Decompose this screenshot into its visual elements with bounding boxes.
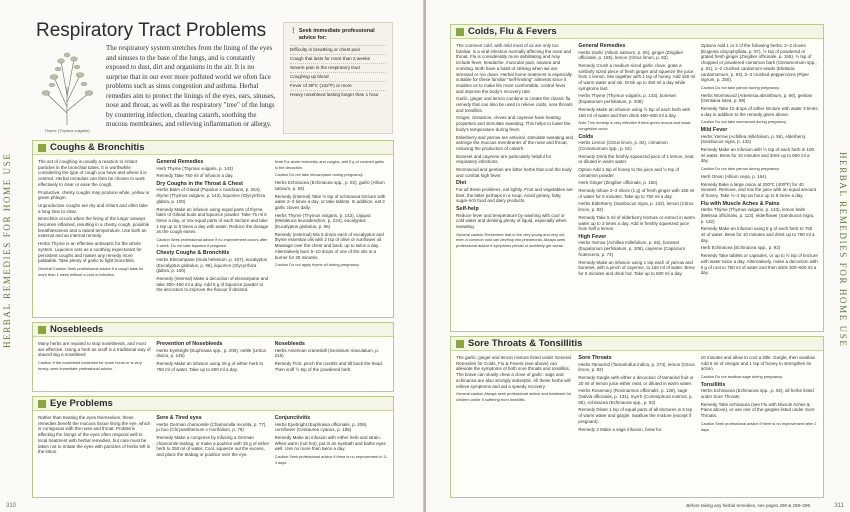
subheading: Sore Throats: [578, 355, 612, 361]
paragraph: Productive, chesty coughs may produce white, yellow or green phlegm.: [38, 189, 150, 201]
paragraph: Remedy (internal) Take ½ tsp of echinacea tincture with water 2–3 times a day, or take tablets. In addition, eat 2 garlic cloves daily.: [274, 193, 386, 210]
page-footer: Before taking any herbal remedies, see pages 290 & 298–299: [686, 503, 810, 508]
subheading: Colds: [578, 133, 594, 140]
paragraph: Remedy Bake a large onion at 200ºC (400ºF) for 40 minutes. Remove, and mix the juice with an equal amount of honey. Take ½–2 tsp an hour up to 8 times a day.: [700, 181, 816, 198]
running-head-right: HERBAL REMEDIES FOR HOME USE: [838, 152, 848, 348]
paragraph: Herbs Thyme (Thymus vulgaris, p. 143), boneset (Eupatorium perfoliatum, p. 208): [578, 93, 676, 105]
page-title: Respiratory Tract Problems: [36, 20, 267, 41]
paragraph: Bronchitis occurs when the lining of the lungs' airways becomes inflamed, resulting in a chesty cough, possible breathlessness and a raised temperature. Use both an external and an internal remedy.: [38, 216, 150, 239]
section-title: Eye Problems: [50, 398, 113, 409]
subheading: General Remedies: [156, 159, 204, 165]
caution-note: Caution If the nosebleed continues for some hours or is very heavy, seek immediate professional advice.: [38, 360, 142, 371]
seek-item: Difficulty in breathing or chest pain: [290, 45, 386, 54]
paragraph: Herb Onion (Allium cepa, p. 164): [700, 173, 767, 179]
caution-note: Caution Do not take elecampane during pregnancy.: [274, 172, 364, 178]
paragraph: Option Add 1 tsp of honey to the juice and ½ tsp of cinnamon powder.: [578, 166, 680, 178]
subheading: Prevention of Nosebleeds: [156, 341, 223, 347]
caution-note: Caution Seek professional advice if no improvement occurs after 1 week. Do not take liquorice if pregnant.: [156, 237, 268, 248]
caution-note: Caution Seek professional advice if there is no improvement in 3–4 days.: [274, 454, 388, 465]
caution-note: Caution Seek professional advice if there is no improvement after 2 days.: [700, 420, 817, 432]
section-marker-icon: [38, 400, 46, 408]
page-number-left: 310: [6, 503, 17, 509]
caution-note: General caution Always seek professional advice and treatment for children under 5 suffering from tonsillitis.: [456, 391, 572, 402]
paragraph: Herbs Eyebright (Euphrasia spp., p. 209), nettle (Urtica dioica, p. 146): [156, 347, 266, 359]
alert-icon: ❗: [290, 28, 297, 34]
sore-col-2: [578, 355, 695, 434]
paragraph: Remedy Make a compress by infusing a German chamomile teabag, or make a poultice with 15 g of either herb to 250 ml of water. Cool, squeeze out the excess, and place the teabag or poultice over the eye.: [156, 434, 270, 458]
eye-col-2: [156, 415, 269, 467]
paragraph: Herbs German chamomile (Chamomilla recutita, p. 77), ju huo (Chrysanthemum x morifolium, p. 78): [156, 421, 267, 433]
paragraph: Reduce fever and temperature by washing with cool or cold water and drinking plenty of liquid, especially when sweating.: [456, 212, 567, 229]
section-marker-icon: [456, 340, 464, 348]
colds-flu-section: [450, 24, 824, 332]
paragraph: Ginger, cinnamon, cloves and cayenne have heating properties and stimulate sweating. This helps to lower the body's temperature during fever.: [456, 115, 571, 132]
seek-advice-box: [283, 22, 393, 134]
paragraph: Rather than treating the eyes themselves, these remedies benefit the mucous tissue lining the eye, which is contiguous with the nose and throat. Problems affecting the linings of the eyes often respond well to local treatment with herbal remedies, but care must be taken not to irritate the eyes with particles of herbs left in the lotion.: [38, 415, 151, 455]
paragraph: Herb Ginger (Zingiber officinale, p. 155): [578, 180, 658, 186]
paragraph: Remedy Take 750 ml of infusion a day.: [156, 173, 234, 179]
paragraph: Herbs Eyebright (Euphrasia officinalis, p. 209), cornflower (Centaurea cyanus, p. 185): [274, 421, 368, 433]
running-head-left: HERBAL REMEDIES FOR HOME USE: [2, 152, 12, 348]
caution-note: Caution Do not take yarrow during pregnancy.: [700, 166, 780, 172]
colds-col-3: [701, 43, 818, 279]
sore-col-1: [456, 355, 573, 434]
caution-note: Caution Do not take yarrow during pregnancy.: [700, 84, 780, 90]
paragraph: Herbs Thyme (Thymus vulgaris, p. 143), cajuput (Melaleuca leucadendron, p. 234), eucalyptus (Eucalyptus globulus, p. 96): [274, 212, 371, 230]
coughs-col-2: [156, 159, 269, 295]
eye-problems-section: [32, 396, 394, 498]
paragraph: Remedy Make an infusion using 25 g of either herb to 750 ml of water. Take up to 600 ml a day.: [156, 360, 264, 372]
note: Note For acute bronchitis and coughs, add 5 g of crushed garlic to the decoction.: [274, 159, 385, 170]
paragraph: Boneset and cayenne are particularly helpful for respiratory infections.: [456, 153, 552, 165]
sore-throats-section: [450, 336, 824, 498]
paragraph: Herb Echinacea (Echinacea spp., p. 92): [700, 245, 781, 251]
paragraph: Remedy Make an infusion using 1 tsp each of yarrow and boneset, with a pinch of cayenne, to 150 ml of water. Brew for 5 minutes and drink hot. Take up to 600 ml a day.: [578, 259, 695, 276]
paragraph: The common cold, with mild most of us are only too familiar, is a viral infection normally affecting the nose and throat. Flu is considerably more debilitating and may include fever, headache, muscular pain, nausea and vomiting. Both have a habit of striking when we are stressed or run down. Herbal home treatment is especially suitable for these familiar "self-limiting" ailments since it enables us to make life more comfortable, control fever and improve the body's recovery rate.: [456, 43, 573, 94]
paragraph: Herbs Garlic (Allium sativum, p. 59), ginger (Zingiber officinale, p. 155), lemon (Citrus limon, p. 82): [578, 49, 684, 61]
nosebleeds-col-2: [156, 341, 269, 374]
subheading: Conjunctivitis: [274, 415, 311, 421]
paragraph: Garlic, ginger and lemon combine to create the classic flu remedy that can also be used to relieve colds, sore throats and tonsillitis.: [456, 96, 573, 113]
paragraph: Remedy Take echinacea (see Flu with Muscle Aches & Pains above), or use one of the gargles listed under Sore Throats.: [700, 401, 815, 419]
subheading: Dry Coughs in the Throat & Chest: [156, 180, 243, 187]
caution-note: Caution Do not swallow sage during pregnancy.: [700, 374, 783, 380]
paragraph: Options Add 1 or 2 of the following herbs: 2–3 cloves (Eugenia caryophyllata, p. 97), ½ tsp of powdered or grated fresh ginger (Zingiber officinale, p. 155), ½ tsp of chopped or powdered cinnamon bark (Cinnamomum spp., p. 81), 1–2 crushed cardamom seeds (Elettaria cardamomum, p. 93), 2–3 crushed peppercorns (Piper nigrum, p. 250).: [700, 43, 817, 83]
paragraph: Remedy Gargle with either a decoction of tamarind fruit or 20 ml of lemon juice either neat, or diluted in warm water.: [578, 374, 694, 386]
paragraph: The act of coughing is usually a reaction to irritant particles in the bronchial tubes. It is worthwhile considering the type of cough you have and where it is centred. Herbal remedies can then be chosen to work effectively to clear or ease the cough.: [38, 159, 147, 187]
paragraph: Unproductive coughs are dry and irritant and often take a long time to clear.: [38, 202, 148, 214]
paragraph: Herbs Balm of Gilead (Populus x candicans, p. 254), thyme (Thymus vulgaris, p. 143), liquorice (Glycyrrhiza glabra, p. 100): [156, 187, 266, 204]
coughs-bronchitis-section: [32, 140, 394, 318]
colds-col-1: [456, 43, 573, 279]
paragraph: Remedy Make an infusion using 5 g of each herb to 750 ml of water. Brew for 10 minutes and drink up to 750 ml a day.: [700, 226, 815, 243]
paragraph: Herbs Yarrow (Achillea millefolium, p. 56), boneset (Eupatorium perfoliatum, p. 208), cayenne (Capsicum frutescens, p. 74): [578, 240, 686, 257]
section-marker-icon: [456, 28, 464, 36]
paragraph: Elderberry and yarrow are antiviral, stimulate sweating and astringe the mucous membranes of the nose and throat, reducing the production of catarrh.: [456, 134, 574, 151]
paragraph: Herbs American cranesbill (Geranium maculatum, p. 216): [274, 347, 379, 359]
paragraph: Herbs Thyme (Thymus vulgaris, p. 143), lemon balm (Melissa officinalis, p. 113), elderflower (Sambucus nigra, p. 132): [700, 207, 815, 224]
right-page: [426, 0, 850, 512]
seek-advice-title: Seek immediate professional advice for:: [298, 28, 375, 41]
paragraph: Herbs Elderberry (Sambucus nigra, p. 132), lemon (Citrus limon, p. 82): [578, 201, 694, 213]
subheading: Chesty Coughs & Bronchitis: [156, 250, 230, 257]
caution-note: Caution Do not apply thyme oil during pregnancy.: [274, 262, 360, 268]
subheading: Flu with Muscle Aches & Pains: [700, 200, 780, 207]
paragraph: Remedy Take 10 drops of either tincture with water 3 times a day in addition to the remedy given above.: [700, 106, 818, 117]
seek-item: Coughing up blood: [290, 72, 386, 81]
thyme-illustration: [34, 47, 100, 127]
paragraph: Herbs Wormwood (Artemisia absinthium, p. 66), gentian (Gentiana lutea, p. 99): [700, 92, 813, 104]
coughs-col-3: [275, 159, 388, 295]
sore-col-3: [701, 355, 818, 434]
paragraph: The garlic, ginger and lemon mixture listed under General Remedies for Colds, Flu & Fevers (see above) can alleviate the symptoms of both sore throats and tonsillitis. The brave can slowly chew a clove of garlic: sage and echinacea are also strongly antiseptic. All these herbs will relieve symptoms and aid a speedy recovery.: [456, 355, 571, 389]
paragraph: Remedy Infuse 2–3 slices (1 g) of fresh ginger with 150 ml of water for 5 minutes. Take up to 750 ml a day.: [578, 188, 695, 199]
thyme-caption: Thyme (Thymus vulgaris): [44, 128, 90, 133]
paragraph: Herbs Tamarind (Tamarindus indica, p. 274), lemon (Citrus limon, p. 82): [578, 361, 695, 373]
paragraph: Remedy First, pinch the nostrils and tilt back the head. Then sniff ½ tsp of the powdered herb.: [274, 360, 383, 372]
subheading: High Fever: [578, 233, 607, 240]
section-title: Coughs & Bronchitis: [50, 142, 145, 153]
eye-col-1: [38, 415, 151, 467]
subheading: General Remedies: [578, 43, 626, 49]
caution-note: General caution Remember that in the very young and very old, even a common cold can develop into pneumonia. Always seek professional advice if symptoms persist or suddenly get worse.: [456, 231, 566, 249]
section-title: Nosebleeds: [50, 324, 104, 335]
caution-note: General Caution Seek professional advice if a cough lasts for more than 1 week without a cold or infection.: [38, 265, 144, 277]
paragraph: Herbs Thyme is an effective antiseptic for the whole system. Liquorice acts as a soothing expectorant for persistent coughs and makes any remedy more palatable. Take plenty of garlic to fight bronchitis.: [38, 241, 142, 264]
paragraph: 10 minutes and allow to cool a little. Gargle, then swallow. Add 5 ml of vinegar and 1 tsp of honey to strengthen its action.: [700, 355, 816, 372]
section-title: Colds, Flu & Fevers: [468, 26, 557, 37]
nosebleeds-section: [32, 322, 394, 392]
seek-item: Cough that lasts for more than 2 weeks: [290, 54, 386, 63]
seek-item: Severe pain in the respiratory tract: [290, 63, 386, 72]
paragraph: Remedy Take 5 ml of elderberry tincture or extract in warm water up to 3 times a day. Add in freshly squeezed juice from half a lemon.: [578, 214, 696, 232]
paragraph: Herbs Elecampane (Inula helenium, p. 107), eucalyptus (Eucalyptus globulus, p. 96), liquorice (Glycyrrhiza glabra, p. 100): [156, 256, 268, 274]
page-number-right: 311: [834, 503, 844, 509]
subheading: Self-help: [456, 206, 479, 213]
subheading: Mild Fever: [700, 127, 728, 134]
paragraph: Remedy Take tablets or capsules, or up to ½ tsp of tincture with water twice a day. Alternatively, make a decoction with 5 g of root to 750 ml of water and then drink 300–600 ml a day.: [700, 253, 818, 276]
nosebleeds-col-1: [38, 341, 151, 374]
eye-col-3: [275, 415, 388, 467]
paragraph: Remedy Make an infusion using ½ tsp of each herb with 150 ml of water and then drink 450–600 ml a day.: [578, 106, 691, 118]
caution-note: Caution Do not take wormwood during pregnancy.: [700, 119, 787, 125]
colds-col-2: [578, 43, 695, 279]
intro-text: The respiratory system stretches from the lining of the eyes and sinuses to the base of the lungs, and is constantly exposed to dust, dirt and organisms in the air. It is no surprise that in our ever more polluted world we often face problems such as sinus congestion and asthma. Herbal remedies aim to protect the linings of the eyes, ears, sinuses, nose and throat, as well as the respiratory "tree" of the lungs by countering infection, clearing catarrh, soothing the mucous membranes, and relieving inflammation or allergy.: [106, 44, 276, 128]
paragraph: Remedy Crush a medium-sized garlic clove, grate a similarly sized piece of fresh ginger and squeeze the juice from 1 lemon. Mix together with 1 tsp of honey. Add 150 ml of warm water and stir. Drink up to 450 ml a day while symptoms last.: [578, 62, 696, 91]
subheading: Nosebleeds: [274, 341, 305, 347]
paragraph: Herbs Echinacea (Echinacea spp., p. 92), all herbs listed under Sore Throats: [700, 388, 814, 400]
paragraph: Herbs Lemon (Citrus limon, p. 82), cinnamon (Cinnamomum spp., p. 81): [578, 140, 668, 151]
section-marker-icon: [38, 144, 46, 152]
paragraph: Remedy Dilute 1 tsp of equal parts of all tinctures in 5 tsp of warm water and gargle. Swallow the mixture (except if pregnant).: [578, 407, 693, 424]
section-title: Sore Throats & Tonsillitis: [468, 338, 583, 349]
paragraph: Remedy 2 Make a sage infusion, brew for: [578, 426, 662, 432]
paragraph: Remedy Make an infusion with ½ tsp of each herb in 100 ml water. Brew for 10 minutes and drink up to 600 ml a day.: [700, 147, 814, 164]
subheading: Diet: [456, 180, 467, 187]
paragraph: Remedy Drink the freshly squeezed juice of 1 lemon, neat or diluted in warm water.: [578, 153, 694, 165]
nosebleeds-col-3: [275, 341, 388, 374]
paragraph: Herbs Rosemary (Rosmarinus officinalis, p. 128), sage (Salvia officinalis, p. 131), myrrh (Commiphora molmol, p. 85), echinacea (Echinacea spp., p. 92): [578, 388, 693, 405]
left-page: [0, 0, 424, 512]
paragraph: Many herbs are reputed to stop nosebleeds, and most are effective. Using a herb as snuff is a traditional way of staunching a nosebleed.: [38, 341, 151, 358]
seek-item: Fever of 39ºC (102ºF) or more: [290, 81, 386, 90]
paragraph: Remedy (external) Mix 5 drops each of eucalyptus and thyme essential oils with 2 tsp of olive or sunflower oil. Massage over the chest and back, up to twice a day. Alternatively burn 5–10 drops of one of the oils in a burner for 30 minutes.: [274, 231, 384, 260]
coughs-col-1: [38, 159, 151, 295]
paragraph: Remedy Make an infusion with either herb and strain. When warm (not hot), put in an eyebath and bathe eyes well. Use no more than twice a day.: [274, 434, 386, 452]
subheading: Tonsillitis: [700, 381, 726, 388]
seek-item: Heavy nosebleed lasting longer than 1 hour: [290, 90, 386, 99]
paragraph: Remedy Make an infusion using equal parts of thyme, balm of Gilead buds and liquorice powder. Take 75 ml 6 times a day, or mix equal parts of each tincture and take 1 tsp up to 5 times a day with water. Reduce the dosage as the cough eases.: [156, 206, 269, 235]
paragraph: Herb Thyme (Thymus vulgaris, p. 143): [156, 165, 234, 171]
note: Note This remedy is very effective if thick green mucus and nasal congestion occur.: [578, 120, 691, 131]
subheading: Sore & Tired eyes: [156, 415, 202, 421]
paragraph: Herbs Echinacea (Echinacea spp., p. 92), garlic (Allium sativum, p. 59): [274, 180, 385, 191]
section-marker-icon: [38, 326, 46, 334]
paragraph: For all these problems, eat lightly. Fruit and vegetables are best, the latter perhaps in a soup. Avoid greasy, fatty, sugar-rich food and dairy products.: [456, 186, 573, 204]
paragraph: Wormwood and gentian are bitter herbs that cool the body and combat high fever.: [456, 167, 572, 178]
paragraph: Herbs Yarrow (Achillea millefolium, p. 56), elderberry (Sambucus nigra, p. 132): [700, 133, 806, 145]
paragraph: Remedy (internal) Make a decoction of elecampane and take 300–450 ml a day. Add 5 g of liquorice powder to the decoction to improve the flavour if desired.: [156, 276, 269, 293]
